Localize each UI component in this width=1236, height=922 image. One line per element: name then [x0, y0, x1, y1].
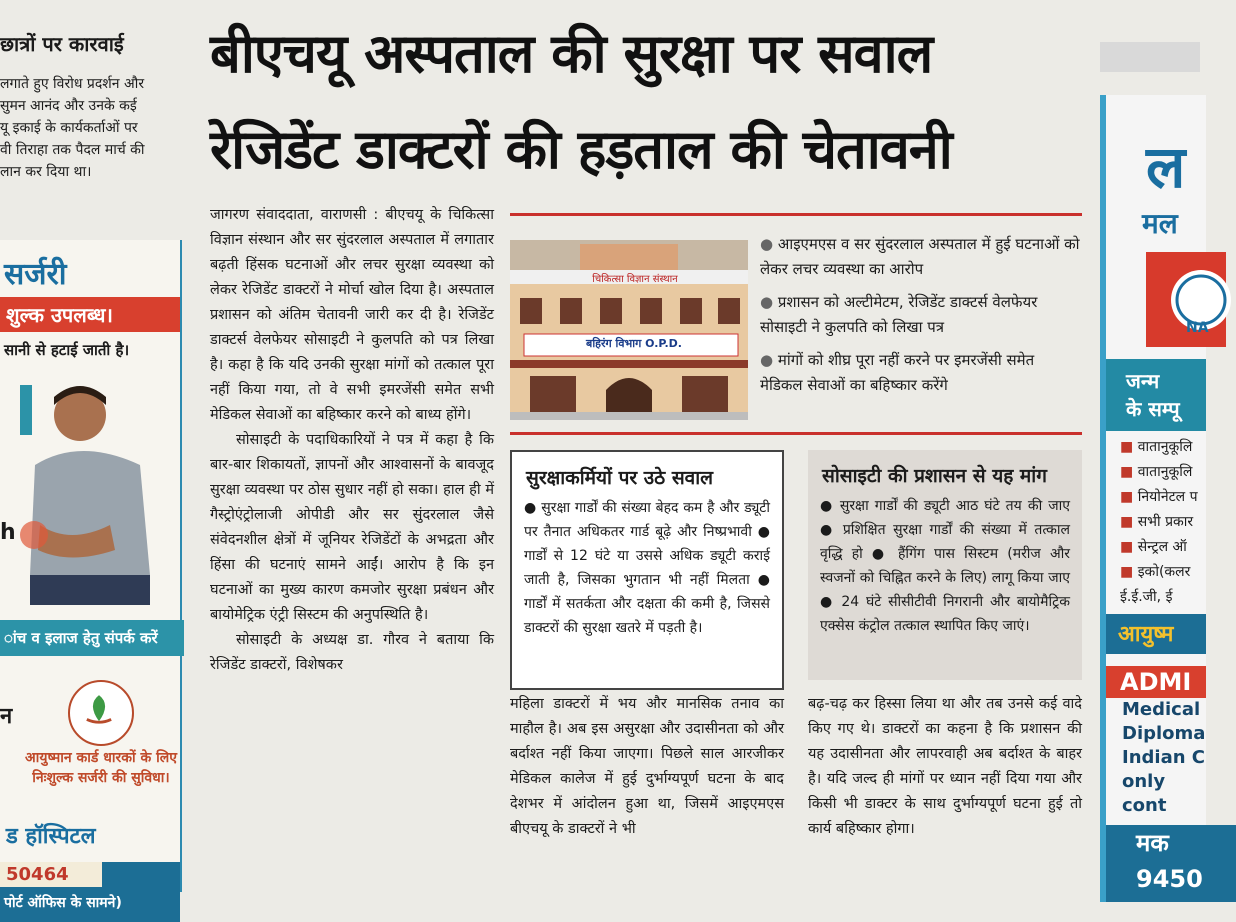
phone-number: 50464 [0, 862, 102, 887]
hospital-building-photo [510, 240, 748, 420]
teal-line: जन्म [1126, 369, 1160, 393]
ad-cut-letter: h [0, 520, 16, 545]
story-paragraph-3: सोसाइटी के अध्यक्ष डा. गौरव ने बताया कि रेजिडेंट डाक्टरों, विशेषकर [210, 632, 494, 673]
course-line: Diploma [1122, 723, 1206, 744]
list-item: ■ इको(कलर [1120, 564, 1191, 580]
list-item: ■ वातानुकूलि [1120, 464, 1193, 480]
left-story-line: वी तिराहा तक पैदल मार्च की [0, 142, 145, 158]
right-hospital-ad [1100, 95, 1209, 902]
course-line: only cont [1122, 771, 1167, 816]
right-ad-logo [1146, 252, 1226, 347]
highlight-bullets [760, 232, 1080, 406]
left-story-body [0, 73, 192, 183]
box-body: ● सुरक्षा गार्डों की ड्यूटी आठ घंटे तय की जाए ● प्रशिक्षित सुरक्षा गार्डों की संख्या में तत्काल वृद्धि हो ● हैंगिंग पास सिस्टम (मरीज और स्वजनों को चिह्नित करने के लिए) लागू किया जाए ● 24 घंटे सीसीटीवी निगरानी और बायोमैट्रिक एक्सेस कंट्रोल तत्काल स्थापित किए जाएं। [820, 498, 1070, 634]
story-paragraph-2: सोसाइटी के पदाधिकारियों ने पत्र में कहा है कि बार-बार शिकायतों, ज्ञापनों और आश्वासनों के बावजूद सुरक्षा व्यवस्था पर ठोस सुधार नहीं हो सका। हाल ही में गैस्ट्रोएंट्रोलाजी ओपीडी और सर सुंदरलाल जैसे संवेदनशील क्षेत्रों में जूनियर रेजिडेंटों के अभद्रता और हिंसा की घटनाएं सामने आईं। आरोप है कि इन घटनाओं का मुख्य कारण कमजोर सुरक्षा प्रबंधन और बायोमेट्रिक एंट्री सिस्टम की अनुपस्थिति है। [210, 432, 494, 623]
right-ad-admission: ADMI [1106, 666, 1206, 698]
highlight-item: ● आइएमएस व सर सुंदरलाल अस्पताल में हुई घटनाओं को लेकर लचर व्यवस्था का आरोप [760, 235, 1080, 278]
bottom-red-rule [510, 432, 1082, 435]
left-story-line: लगाते हुए विरोध प्रदर्शन और [0, 76, 145, 92]
top-red-rule [510, 213, 1082, 216]
photo-opd-sign: बहिरंग विभाग O.P.D. [586, 337, 682, 350]
right-ad-big-letter: ल [1146, 133, 1186, 201]
story-paragraph-1: जागरण संवाददाता, वाराणसी : बीएचयू के चिकित्सा विज्ञान संस्थान और सर सुंदरलाल अस्पताल में लगातार बढ़ती हिंसक घटनाओं और लचर सुरक्षा व्यवस्था को लेकर रेजिडेंट डाक्टरों ने मोर्चा खोल दिया है। अस्पताल प्रशासन को अंतिम चेतावनी जारी कर दी है। रेजिडेंट डाक्टर्स वेलफेयर सोसाइटी ने कुलपति को पत्र लिखा है। कहा है कि यदि उनकी सुरक्षा मांगों को तत्काल पूरा नहीं किया गया, तो वे सभी इमरजेंसी समेत सभी मेडिकल सेवाओं का बहिष्कार करने को बाध्य होंगे। [210, 207, 494, 423]
story-paragraph: महिला डाक्टरों में भय और मानसिक तनाव का माहौल है। अब इस असुरक्षा और उदासीनता को और बर्दाश्त नहीं किया जाएगा। पिछले साल आरजीकर मेडिकल कालेज में हुई दुर्भाग्यपूर्ण घटना के बाद देशभर में आंदोलन हुआ था, जिसमें आइएमएस बीएचयू के डाक्टरों ने भी [510, 696, 784, 837]
right-ad-subtitle: मल [1142, 207, 1178, 240]
list-item: ■ नियोनेटल प [1120, 489, 1198, 505]
contact-phone: 9450 [1136, 865, 1203, 893]
ad-cut-letter: न [0, 704, 13, 729]
ayushman-logo [68, 680, 134, 746]
highlight-item: ● प्रशासन को अल्टीमेटम, रेजिडेंट डाक्टर्स वेलफेयर सोसाइटी ने कुलपति को लिखा पत्र [760, 293, 1038, 336]
right-ad-list [1106, 431, 1206, 610]
nabh-logo-icon [1146, 252, 1226, 347]
teal-line: के सम्पू [1126, 397, 1180, 421]
course-line: Indian C [1122, 747, 1206, 768]
left-story [0, 30, 192, 183]
story-column-3 [808, 692, 1082, 842]
contact-bar: ांच व इलाज हेतु संपर्क करें [0, 620, 184, 656]
left-story-line: लान कर दिया था। [0, 164, 92, 180]
hospital-contact-bar [0, 862, 180, 922]
story-column-1 [210, 203, 494, 678]
ad-line: सानी से हटाई जाती है। [4, 341, 130, 359]
headline-line-2: रेजिडेंट डाक्टरों की हड़ताल की चेतावनी [210, 118, 952, 181]
photo-signboard: चिकित्सा विज्ञान संस्थान [592, 274, 678, 285]
list-item: ■ सभी प्रकार [1120, 514, 1194, 530]
left-story-line: यू इकाई के कार्यकर्ताओं पर [0, 120, 138, 136]
list-item: ■ सेन्ट्रल ऑ [1120, 539, 1187, 555]
security-staff-box [510, 450, 784, 690]
box-body: ● सुरक्षा गार्डों की संख्या बेहद कम है और ड्यूटी पर तैनात अधिकतर गार्ड बूढ़े और निष्प्रभावी ● गार्डों से 12 घंटे या उससे अधिक ड्यूटी कराई जाती है, जिसका भुगतान भी नहीं मिलता ● गार्डों में सतर्कता और दक्षता की कमी है, जिससे डाक्टरों की सुरक्षा खतरे में पड़ती है। [524, 500, 770, 636]
contact-line: मक [1136, 829, 1169, 857]
ayushman-text: आयुष्मान कार्ड धारकों के लिए निःशुल्क सर्जरी की सुविधा। [25, 750, 177, 786]
patient-illustration [20, 375, 160, 605]
list-item: ई.ई.जी, ई [1120, 589, 1173, 605]
right-ad-courses [1106, 698, 1206, 818]
ad-red-banner: शुल्क उपलब्ध। [0, 297, 180, 332]
hospital-name: ड हॉस्पिटल [6, 824, 96, 849]
nabh-logo-text: NA [1186, 320, 1209, 336]
right-ad-teal-banner [1106, 359, 1206, 431]
course-line: Medical [1122, 699, 1201, 720]
left-story-headline: छात्रों पर कारवाई [0, 32, 124, 56]
box-title: सुरक्षाकर्मियों पर उठे सवाल [526, 467, 714, 489]
right-top-bar [1100, 42, 1200, 72]
right-ad-contact [1106, 825, 1236, 902]
story-column-2 [510, 692, 784, 842]
hospital-address: पोर्ट ऑफिस के सामने) [4, 895, 122, 911]
society-demands-box [808, 450, 1082, 680]
headline-line-1: बीएचयू अस्पताल की सुरक्षा पर सवाल [210, 22, 933, 85]
highlight-item: ● मांगों को शीघ्र पूरा नहीं करने पर इमरजेंसी समेत मेडिकल सेवाओं का बहिष्कार करेंगे [760, 351, 1035, 394]
right-ad-ayushman: आयुष्म [1106, 614, 1206, 654]
ad-title: सर्जरी [4, 257, 67, 292]
story-paragraph: बढ़-चढ़ कर हिस्सा लिया था और तब उनसे कई वादे किए गए थे। डाक्टरों का कहना है कि प्रशासन की यह उदासीनता और लापरवाही अब बर्दाश्त के बाहर है। यदि जल्द ही मांगों पर ध्यान नहीं दिया गया और किसी भी डाक्टर के साथ दुर्भाग्यपूर्ण घटना हुई तो कार्य बहिष्कार होगा। [808, 696, 1082, 837]
left-hospital-ad [0, 240, 182, 911]
box-title: सोसाइटी की प्रशासन से यह मांग [822, 465, 1047, 487]
list-item: ■ वातानुकूलि [1120, 439, 1193, 455]
left-story-line: सुमन आनंद और उनके कई [0, 98, 137, 114]
leaf-icon [70, 682, 128, 740]
